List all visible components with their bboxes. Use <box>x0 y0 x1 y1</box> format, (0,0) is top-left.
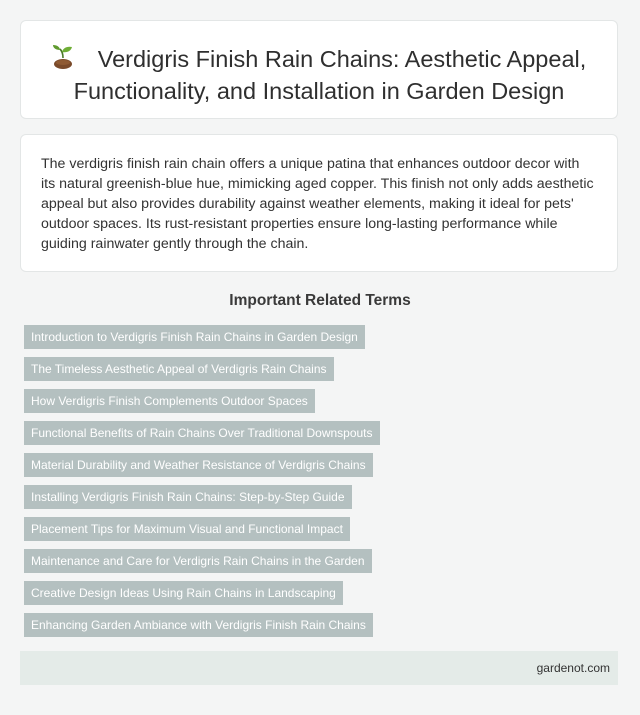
related-terms-list <box>24 325 616 645</box>
page-title-text: Verdigris Finish Rain Chains: Aesthetic Appeal, Functionality, and Installation in Garden Design <box>73 46 587 104</box>
related-terms-heading: Important Related Terms <box>229 292 411 309</box>
related-term-link[interactable]: Creative Design Ideas Using Rain Chains in Landscaping <box>24 581 343 605</box>
description-card <box>20 134 618 272</box>
seedling-icon <box>52 44 74 70</box>
description-text: The verdigris finish rain chain offers a unique patina that enhances outdoor decor with its natural greenish-blue hue, mimicking aged copper. This finish not only adds aesthetic appeal but also provides durability against weather elements, making it ideal for pets' outdoor spaces. Its rust-resistant properties ensure long-lasting performance while guiding rainwater gently through the chain. <box>41 156 594 252</box>
footer-site-link[interactable]: gardenot.com <box>536 661 610 675</box>
footer <box>20 651 618 685</box>
related-term-link[interactable]: Introduction to Verdigris Finish Rain Chains in Garden Design <box>24 325 365 349</box>
related-term-link[interactable]: Placement Tips for Maximum Visual and Functional Impact <box>24 517 350 541</box>
related-term-link[interactable]: Maintenance and Care for Verdigris Rain Chains in the Garden <box>24 549 372 573</box>
page-title <box>41 43 597 107</box>
related-term-link[interactable]: Enhancing Garden Ambiance with Verdigris Finish Rain Chains <box>24 613 373 637</box>
related-term-link[interactable]: The Timeless Aesthetic Appeal of Verdigris Rain Chains <box>24 357 334 381</box>
title-card <box>20 20 618 119</box>
related-term-link[interactable]: Installing Verdigris Finish Rain Chains: Step-by-Step Guide <box>24 485 352 509</box>
related-term-link[interactable]: Material Durability and Weather Resistance of Verdigris Chains <box>24 453 373 477</box>
related-term-link[interactable]: Functional Benefits of Rain Chains Over Traditional Downspouts <box>24 421 380 445</box>
related-term-link[interactable]: How Verdigris Finish Complements Outdoor Spaces <box>24 389 315 413</box>
